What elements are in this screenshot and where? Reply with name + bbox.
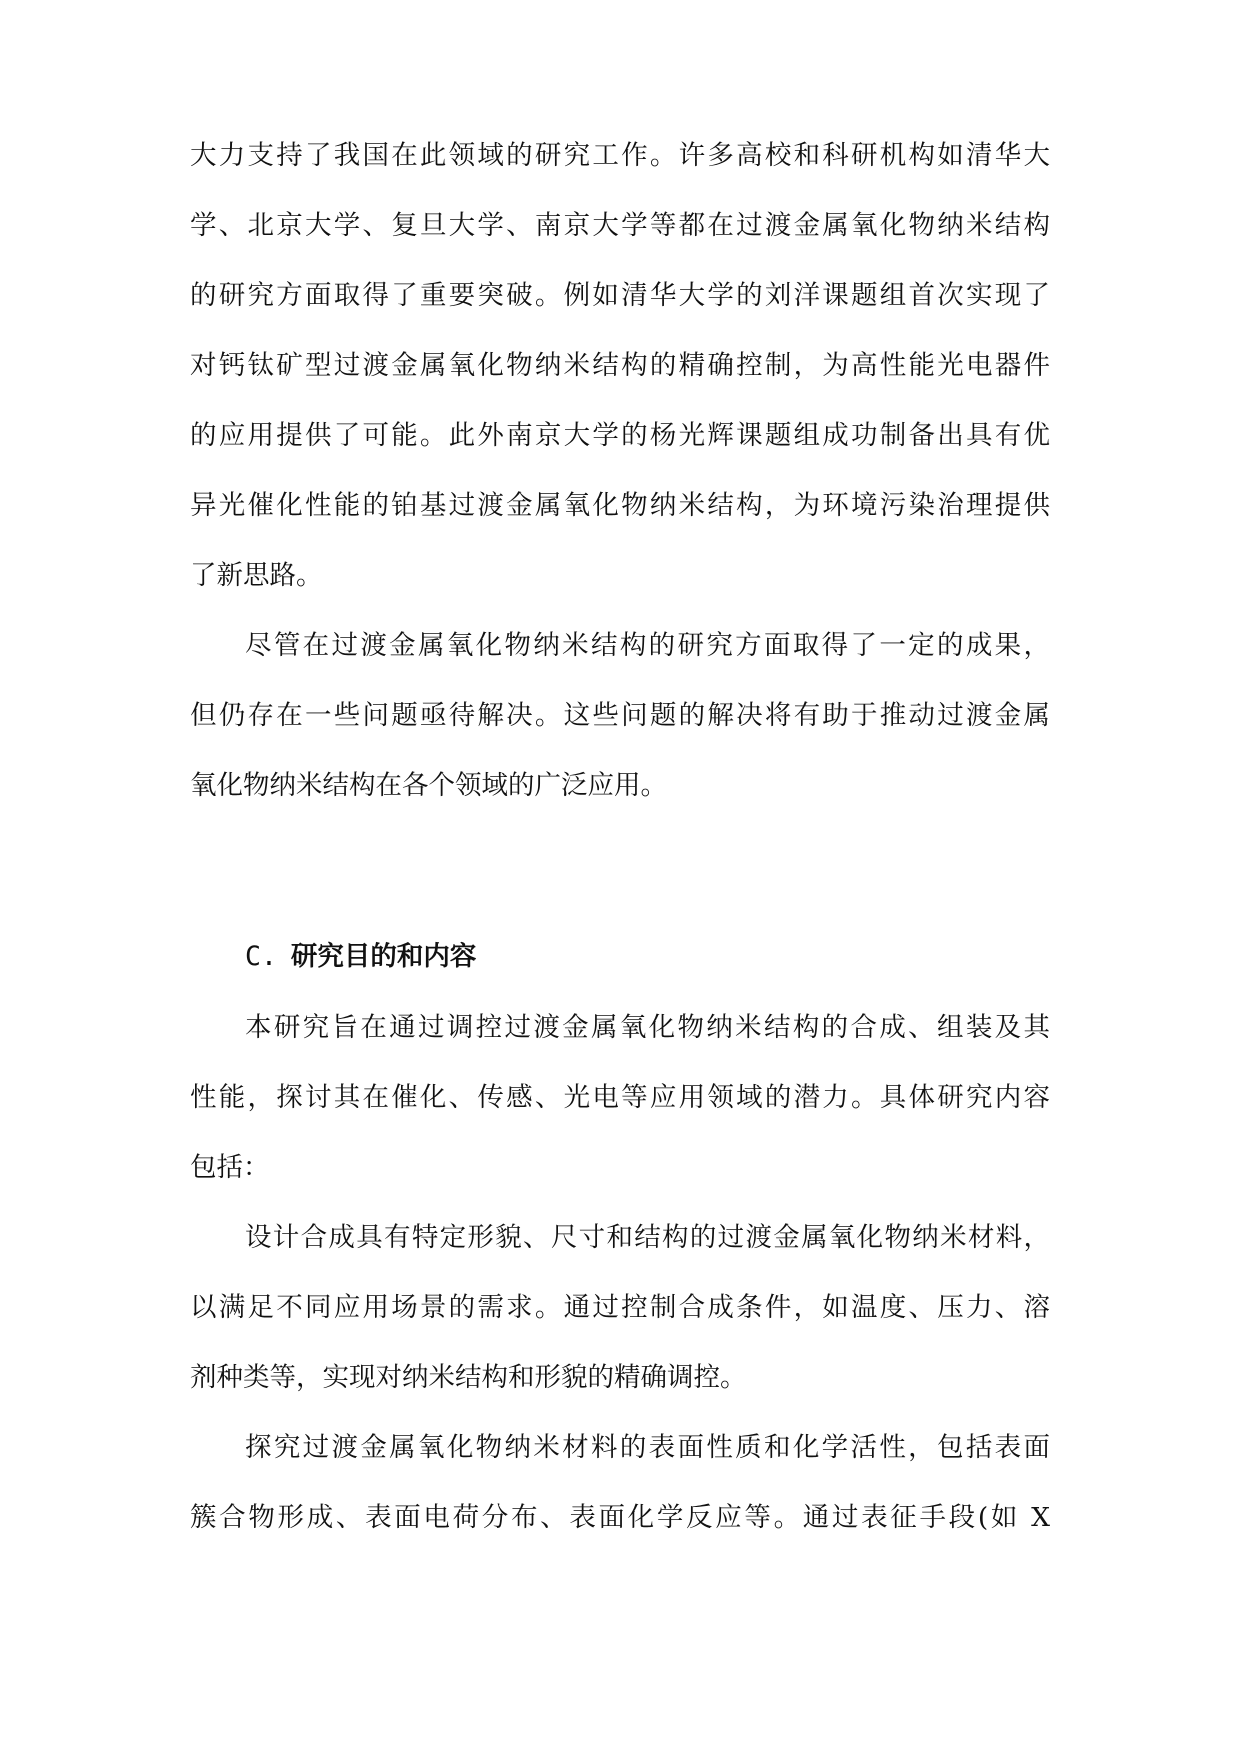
text-line: 性能，探讨其在催化、传感、光电等应用领域的潜力。具体研究内容 xyxy=(190,1082,1050,1113)
section-number: C. xyxy=(245,941,277,972)
text-line: 尽管在过渡金属氧化物纳米结构的研究方面取得了一定的成果， xyxy=(245,630,1050,661)
text-line: 以满足不同应用场景的需求。通过控制合成条件，如温度、压力、溶 xyxy=(190,1292,1050,1323)
section-heading xyxy=(245,937,476,977)
text-line: 本研究旨在通过调控过渡金属氧化物纳米结构的合成、组装及其 xyxy=(245,1012,1050,1043)
text-line: 了新思路。 xyxy=(190,560,323,591)
text-line: 对钙钛矿型过渡金属氧化物纳米结构的精确控制，为高性能光电器件 xyxy=(190,350,1050,381)
text-line: 大力支持了我国在此领域的研究工作。许多高校和科研机构如清华大 xyxy=(190,140,1050,171)
text-line: 的应用提供了可能。此外南京大学的杨光辉课题组成功制备出具有优 xyxy=(190,420,1050,451)
text-line: 学、北京大学、复旦大学、南京大学等都在过渡金属氧化物纳米结构 xyxy=(190,210,1050,241)
text-line: 但仍存在一些问题亟待解决。这些问题的解决将有助于推动过渡金属 xyxy=(190,700,1050,731)
text-line: 氧化物纳米结构在各个领域的广泛应用。 xyxy=(190,770,667,801)
section-title: 研究目的和内容 xyxy=(290,941,477,972)
text-line: 簇合物形成、表面电荷分布、表面化学反应等。通过表征手段(如 X xyxy=(190,1502,1050,1533)
text-line: 探究过渡金属氧化物纳米材料的表面性质和化学活性，包括表面 xyxy=(245,1432,1050,1463)
text-line: 的研究方面取得了重要突破。例如清华大学的刘洋课题组首次实现了 xyxy=(190,280,1050,311)
text-line: 异光催化性能的铂基过渡金属氧化物纳米结构，为环境污染治理提供 xyxy=(190,490,1050,521)
text-line: 包括： xyxy=(190,1152,270,1183)
text-line: 设计合成具有特定形貌、尺寸和结构的过渡金属氧化物纳米材料， xyxy=(245,1222,1050,1253)
text-line: 剂种类等，实现对纳米结构和形貌的精确调控。 xyxy=(190,1362,747,1393)
